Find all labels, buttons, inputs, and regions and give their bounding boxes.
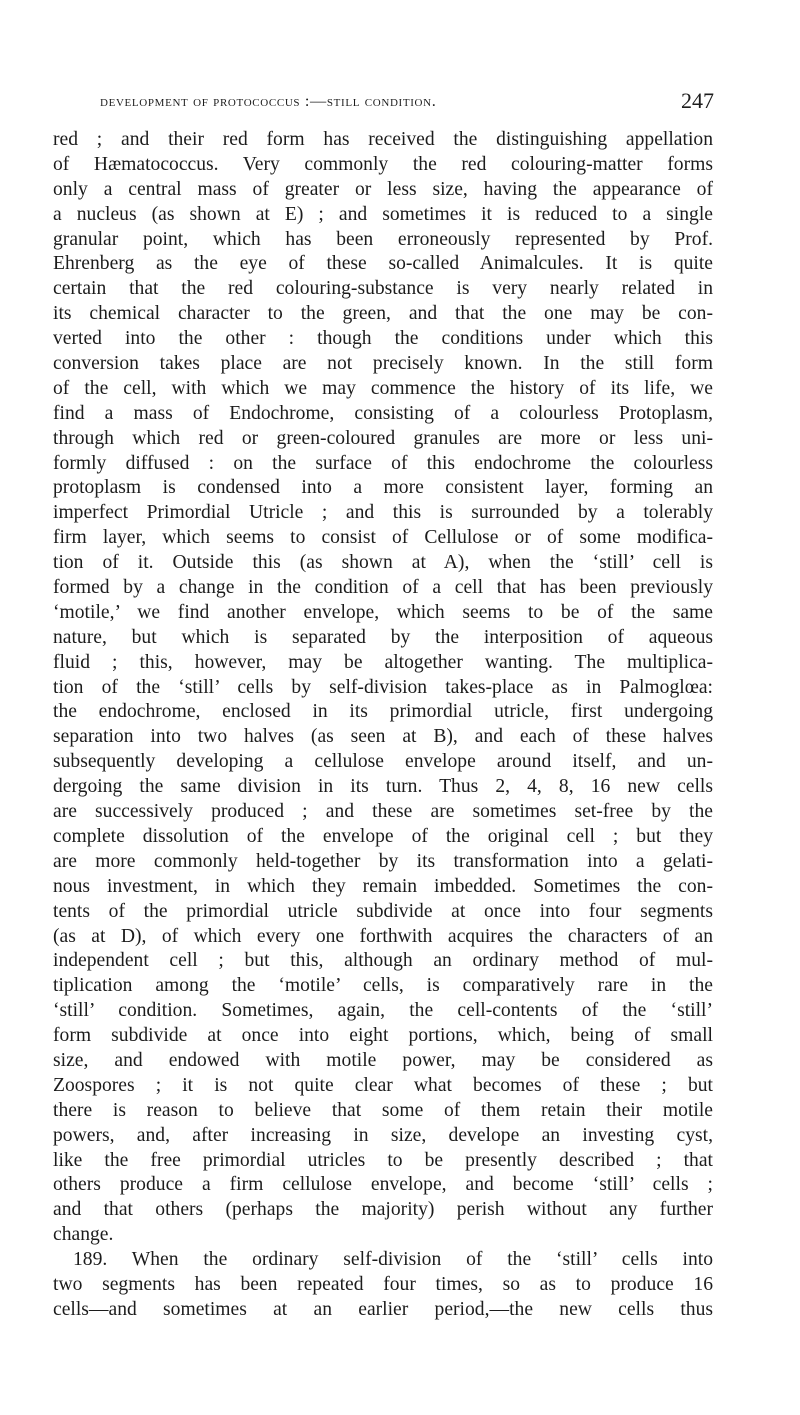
text-line: nous investment, in which they remain imbedded. Sometimes the con- — [53, 875, 713, 897]
body-text — [53, 128, 713, 1323]
text-line: through which red or green-coloured granules are more or less uni- — [53, 427, 713, 449]
text-line: the endochrome, enclosed in its primordial utricle, first undergoing — [53, 701, 713, 723]
text-line: certain that the red colouring-substance is very nearly related in — [53, 278, 713, 300]
text-line: fluid ; this, however, may be altogether wanting. The multiplica- — [53, 651, 713, 673]
text-line: are more commonly held-together by its transformation into a gelati- — [53, 850, 713, 872]
running-title: development of protococcus :—still condition. — [100, 92, 437, 110]
text-line: tents of the primordial utricle subdivide at once into four segments — [53, 900, 713, 922]
text-line: of Hæmatococcus. Very commonly the red colouring-matter forms — [53, 153, 713, 175]
text-line: form subdivide at once into eight portions, which, being of small — [53, 1025, 713, 1047]
text-line: formly diffused : on the surface of this endochrome the colourless — [53, 452, 713, 474]
text-line: only a central mass of greater or less size, having the appearance of — [53, 178, 713, 200]
text-line: formed by a change in the condition of a cell that has been previously — [53, 577, 713, 599]
text-line: conversion takes place are not precisely known. In the still form — [53, 353, 713, 375]
text-line: change. — [53, 1224, 114, 1246]
text-line: (as at D), of which every one forthwith acquires the characters of an — [53, 925, 713, 947]
text-line: like the free primordial utricles to be presently described ; that — [53, 1149, 713, 1171]
text-line: tiplication among the ‘motile’ cells, is comparatively rare in the — [53, 975, 713, 997]
text-line: tion of the ‘still’ cells by self-division takes-place as in Palmoglœa: — [53, 676, 713, 698]
text-line: are successively produced ; and these are sometimes set-free by the — [53, 801, 713, 823]
text-line: firm layer, which seems to consist of Cellulose or of some modifica- — [53, 527, 713, 549]
running-head — [100, 88, 714, 120]
text-line: nature, but which is separated by the interposition of aqueous — [53, 626, 713, 648]
text-line: ‘still’ condition. Sometimes, again, the cell-contents of the ‘still’ — [53, 1000, 713, 1022]
text-line: imperfect Primordial Utricle ; and this is surrounded by a tolerably — [53, 502, 713, 524]
text-line: Zoospores ; it is not quite clear what becomes of these ; but — [53, 1074, 713, 1096]
text-line: cells—and sometimes at an earlier period,—the new cells thus — [53, 1298, 713, 1320]
text-line: and that others (perhaps the majority) perish without any further — [53, 1199, 713, 1221]
text-line: separation into two halves (as seen at B), and each of these halves — [53, 726, 713, 748]
text-line: a nucleus (as shown at E) ; and sometimes it is reduced to a single — [53, 203, 713, 225]
text-line: subsequently developing a cellulose envelope around itself, and un- — [53, 751, 713, 773]
text-line: size, and endowed with motile power, may be considered as — [53, 1049, 713, 1071]
text-line: independent cell ; but this, although an ordinary method of mul- — [53, 950, 713, 972]
text-line: find a mass of Endochrome, consisting of a colourless Protoplasm, — [53, 402, 713, 424]
text-line: granular point, which has been erroneously represented by Prof. — [53, 228, 713, 250]
text-line: tion of it. Outside this (as shown at A), when the ‘still’ cell is — [53, 552, 713, 574]
text-line: two segments has been repeated four times, so as to produce 16 — [53, 1273, 713, 1295]
text-line: complete dissolution of the envelope of the original cell ; but they — [53, 825, 713, 847]
text-line: others produce a firm cellulose envelope, and become ‘still’ cells ; — [53, 1174, 713, 1196]
text-line: there is reason to believe that some of them retain their motile — [53, 1099, 713, 1121]
text-line: ‘motile,’ we find another envelope, which seems to be of the same — [53, 601, 713, 623]
text-line: powers, and, after increasing in size, develope an investing cyst, — [53, 1124, 713, 1146]
text-line: dergoing the same division in its turn. Thus 2, 4, 8, 16 new cells — [53, 776, 713, 798]
text-line: Ehrenberg as the eye of these so-called Animalcules. It is quite — [53, 253, 713, 275]
text-line: verted into the other : though the conditions under which this — [53, 328, 713, 350]
text-line: its chemical character to the green, and that the one may be con- — [53, 303, 713, 325]
page-number: 247 — [681, 88, 714, 113]
text-line: protoplasm is condensed into a more consistent layer, forming an — [53, 477, 713, 499]
text-line: 189. When the ordinary self-division of the ‘still’ cells into — [73, 1249, 713, 1271]
text-line: red ; and their red form has received the distinguishing appellation — [53, 129, 713, 150]
text-line: of the cell, with which we may commence the history of its life, we — [53, 377, 713, 399]
